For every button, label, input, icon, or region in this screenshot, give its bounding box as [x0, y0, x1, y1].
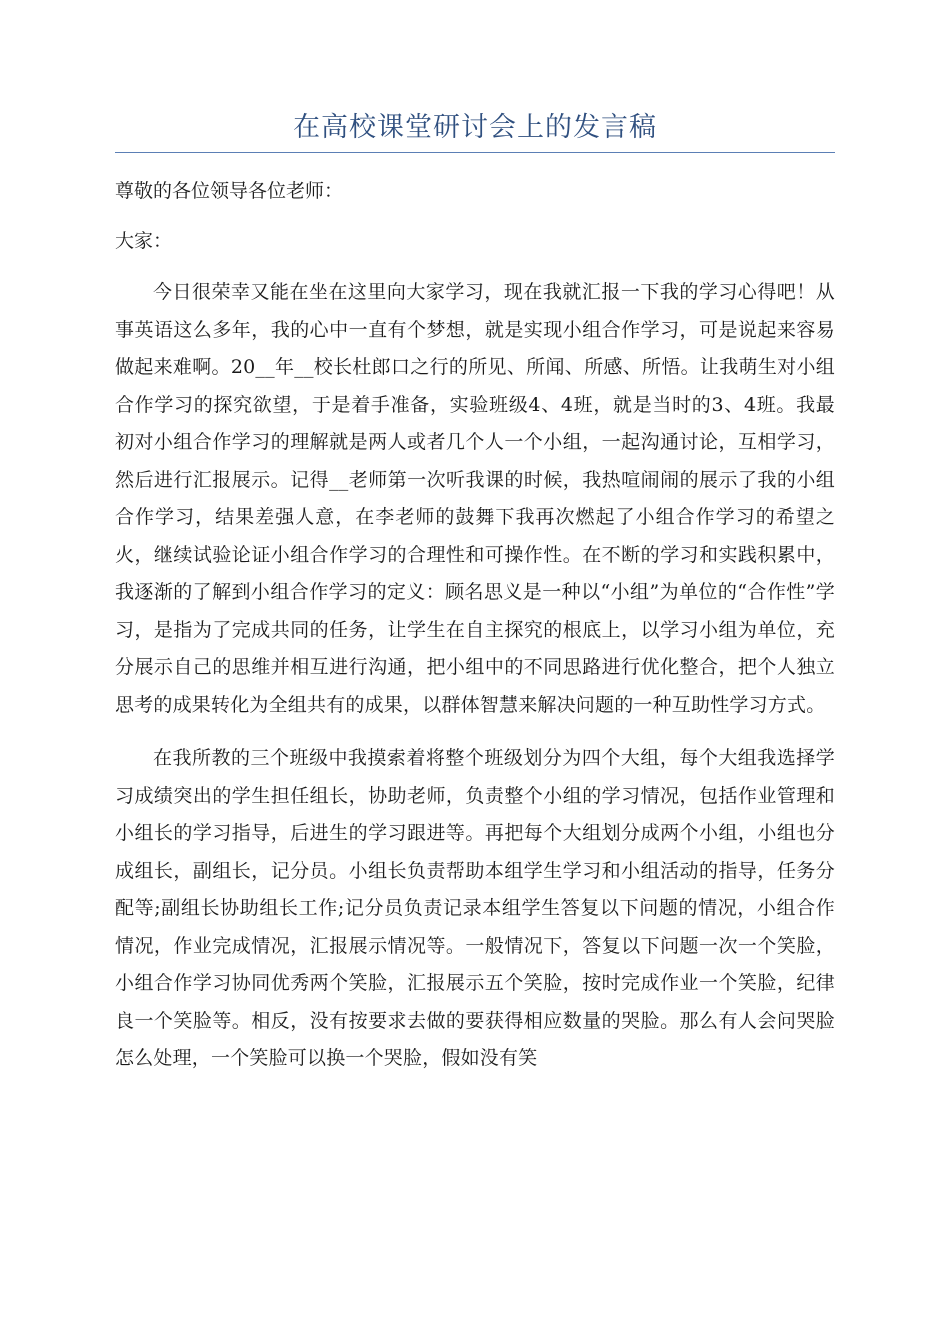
- body-paragraph-2: 在我所教的三个班级中我摸索着将整个班级划分为四个大组，每个大组我选择学习成绩突出的学生担任组长，协助老师，负责整个小组的学习情况，包括作业管理和小组长的学习指导，后进生的学习跟进等。再把每个大组划分成两个小组，小组也分成组长，副组长，记分员。小组长负责帮助本组学生学习和小组活动的指导，任务分配等;副组长协助组长工作;记分员负责记录本组学生答复以下问题的情况，小组合作情况，作业完成情况，汇报展示情况等。一般情况下，答复以下问题一次一个笑脸，小组合作学习协同优秀两个笑脸，汇报展示五个笑脸，按时完成作业一个笑脸，纪律良一个笑脸等。相反，没有按要求去做的要获得相应数量的哭脸。那么有人会问哭脸怎么处理，一个笑脸可以换一个哭脸，假如没有笑: [115, 747, 835, 1069]
- document-title: 在高校课堂研讨会上的发言稿: [115, 108, 835, 153]
- salutation: 尊敬的各位领导各位老师：: [115, 180, 344, 202]
- body-paragraph-1: 今日很荣幸又能在坐在这里向大家学习，现在我就汇报一下我的学习心得吧！从事英语这么多年，我的心中一直有个梦想，就是实现小组合作学习，可是说起来容易做起来难啊。20__年__校长杜郎口之行的所见、所闻、所感、所悟。让我萌生对小组合作学习的探究欲望，于是着手准备，实验班级4、4班，就是当时的3、4班。我最初对小组合作学习的理解就是两人或者几个人一个小组，一起沟通讨论，互相学习，然后进行汇报展示。记得__老师第一次听我课的时候，我热喧闹闹的展示了我的小组合作学习，结果差强人意，在李老师的鼓舞下我再次燃起了小组合作学习的希望之火，继续试验论证小组合作学习的合理性和可操作性。在不断的学习和实践积累中，我逐渐的了解到小组合作学习的定义：顾名思义是一种以“小组”为单位的“合作性”学习，是指为了完成共同的任务，让学生在自主探究的根底上，以学习小组为单位，充分展示自己的思维并相互进行沟通，把小组中的不同思路进行优化整合，把个人独立思考的成果转化为全组共有的成果，以群体智慧来解决问题的一种互助性学习方式。: [115, 281, 835, 716]
- document-page: [115, 108, 835, 1094]
- greeting: 大家：: [115, 229, 173, 252]
